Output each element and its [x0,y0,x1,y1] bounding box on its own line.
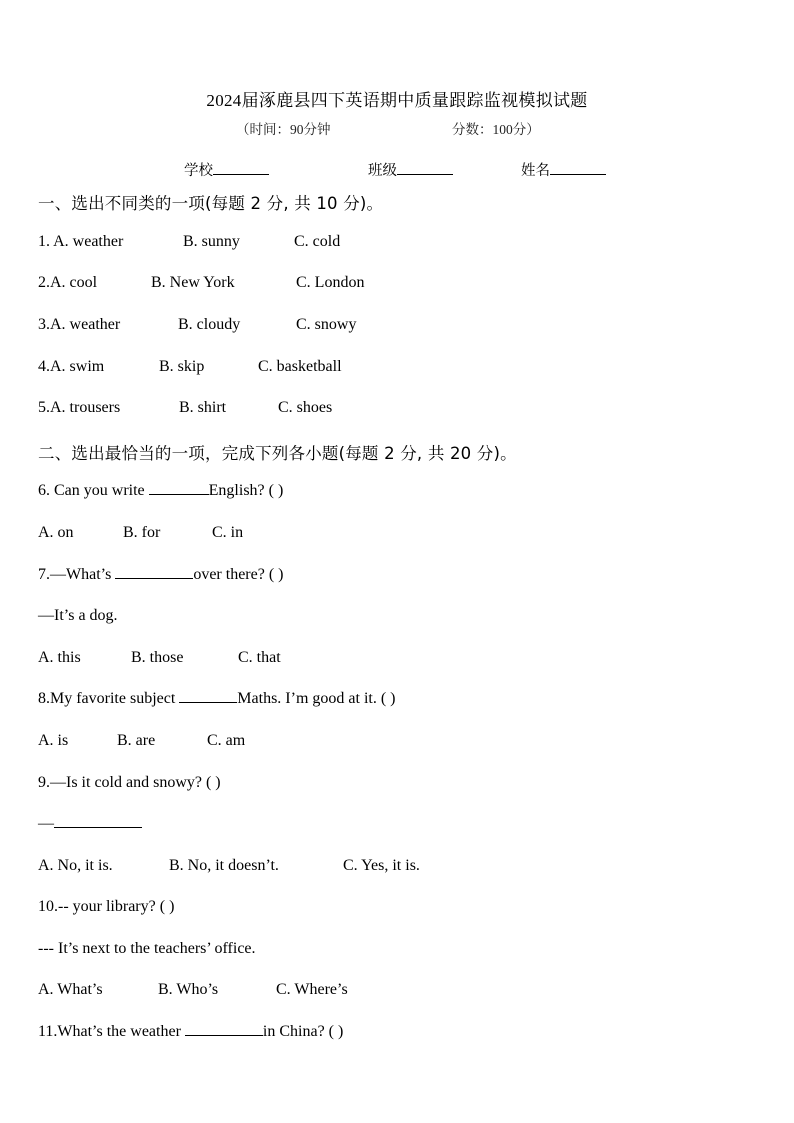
q6-option-a: A. on [38,524,74,541]
q7-option-b: B. those [131,649,184,666]
q8-option-c: C. am [207,732,246,749]
question-6 [38,482,283,500]
q7-reply: —It’s a dog. [38,607,118,624]
class-field [368,159,453,180]
question-9: 9.—Is it cold and snowy? ( ) [38,774,221,791]
q9-option-a: A. No, it is. [38,857,113,874]
name-field [521,159,606,180]
exam-info [236,118,540,138]
class-label: 班级 [368,163,397,179]
school-label: 学校 [184,163,213,179]
q7-text-before: 7.—What’s [38,566,116,583]
question-2 [38,274,758,298]
q5-option-a: 5.A. trousers [38,399,121,416]
q8-text-before: 8.My favorite subject [38,690,180,707]
q11-blank[interactable] [185,1023,263,1036]
q11-text-after: in China? ( ) [262,1023,344,1040]
school-field [184,159,269,180]
q6-text-after: English? ( ) [208,482,284,499]
q6-text-before: 6. Can you write [38,482,149,499]
question-1 [38,233,758,257]
class-blank[interactable] [397,161,453,175]
question-5 [38,399,758,423]
q8-text-after: Maths. I’m good at it. ( ) [237,690,396,707]
q7-text-after: over there? ( ) [193,566,284,583]
q5-option-c: C. shoes [278,399,333,416]
question-4 [38,358,758,382]
q6-options [38,524,758,548]
q10-reply: --- It’s next to the teachers’ office. [38,940,256,957]
question-3 [38,316,758,340]
q7-blank[interactable] [115,566,193,579]
question-11 [38,1023,343,1041]
exam-time: （时间：90分钟 [236,122,331,137]
q1-option-a: 1. A. weather [38,233,124,250]
q11-text-before: 11.What’s the weather [38,1023,185,1040]
q9-blank[interactable] [54,815,142,828]
student-info-row [0,159,794,183]
q6-option-b: B. for [123,524,161,541]
q10-option-a: A. What’s [38,981,103,998]
question-8 [38,690,396,708]
q1-option-b: B. sunny [183,233,240,250]
q1-option-c: C. cold [294,233,341,250]
q8-options [38,732,758,756]
q10-option-b: B. Who’s [158,981,219,998]
name-blank[interactable] [550,161,606,175]
q4-option-a: 4.A. swim [38,358,105,375]
q7-options [38,649,758,673]
q8-option-b: B. are [117,732,156,749]
q8-option-a: A. is [38,732,69,749]
q6-blank[interactable] [149,482,209,495]
q2-option-c: C. London [296,274,365,291]
section2-heading: 二、选出最恰当的一项，完成下列各小题(每题 2 分, 共 20 分)。 [38,444,517,463]
question-10: 10.-- your library? ( ) [38,898,175,915]
q5-option-b: B. shirt [179,399,227,416]
q3-option-c: C. snowy [296,316,357,333]
school-blank[interactable] [213,161,269,175]
q7-option-c: C. that [238,649,281,666]
question-7 [38,566,284,584]
q7-option-a: A. this [38,649,81,666]
section1-heading: 一、选出不同类的一项(每题 2 分, 共 10 分)。 [38,194,384,213]
q9-reply-dash: — [38,815,54,832]
name-label: 姓名 [521,163,550,179]
page-title: 2024届涿鹿县四下英语期中质量跟踪监视模拟试题 [206,91,588,110]
q10-option-c: C. Where’s [276,981,348,998]
q10-options [38,981,758,1005]
exam-score: 分数：100分） [452,122,540,137]
q9-options [38,857,758,881]
q9-option-b: B. No, it doesn’t. [169,857,279,874]
q9-option-c: C. Yes, it is. [343,857,420,874]
q4-option-b: B. skip [159,358,205,375]
q9-reply [38,815,142,833]
q3-option-a: 3.A. weather [38,316,121,333]
q6-option-c: C. in [212,524,244,541]
q8-blank[interactable] [179,690,237,703]
q4-option-c: C. basketball [258,358,342,375]
q2-option-b: B. New York [151,274,235,291]
q3-option-b: B. cloudy [178,316,241,333]
q2-option-a: 2.A. cool [38,274,98,291]
